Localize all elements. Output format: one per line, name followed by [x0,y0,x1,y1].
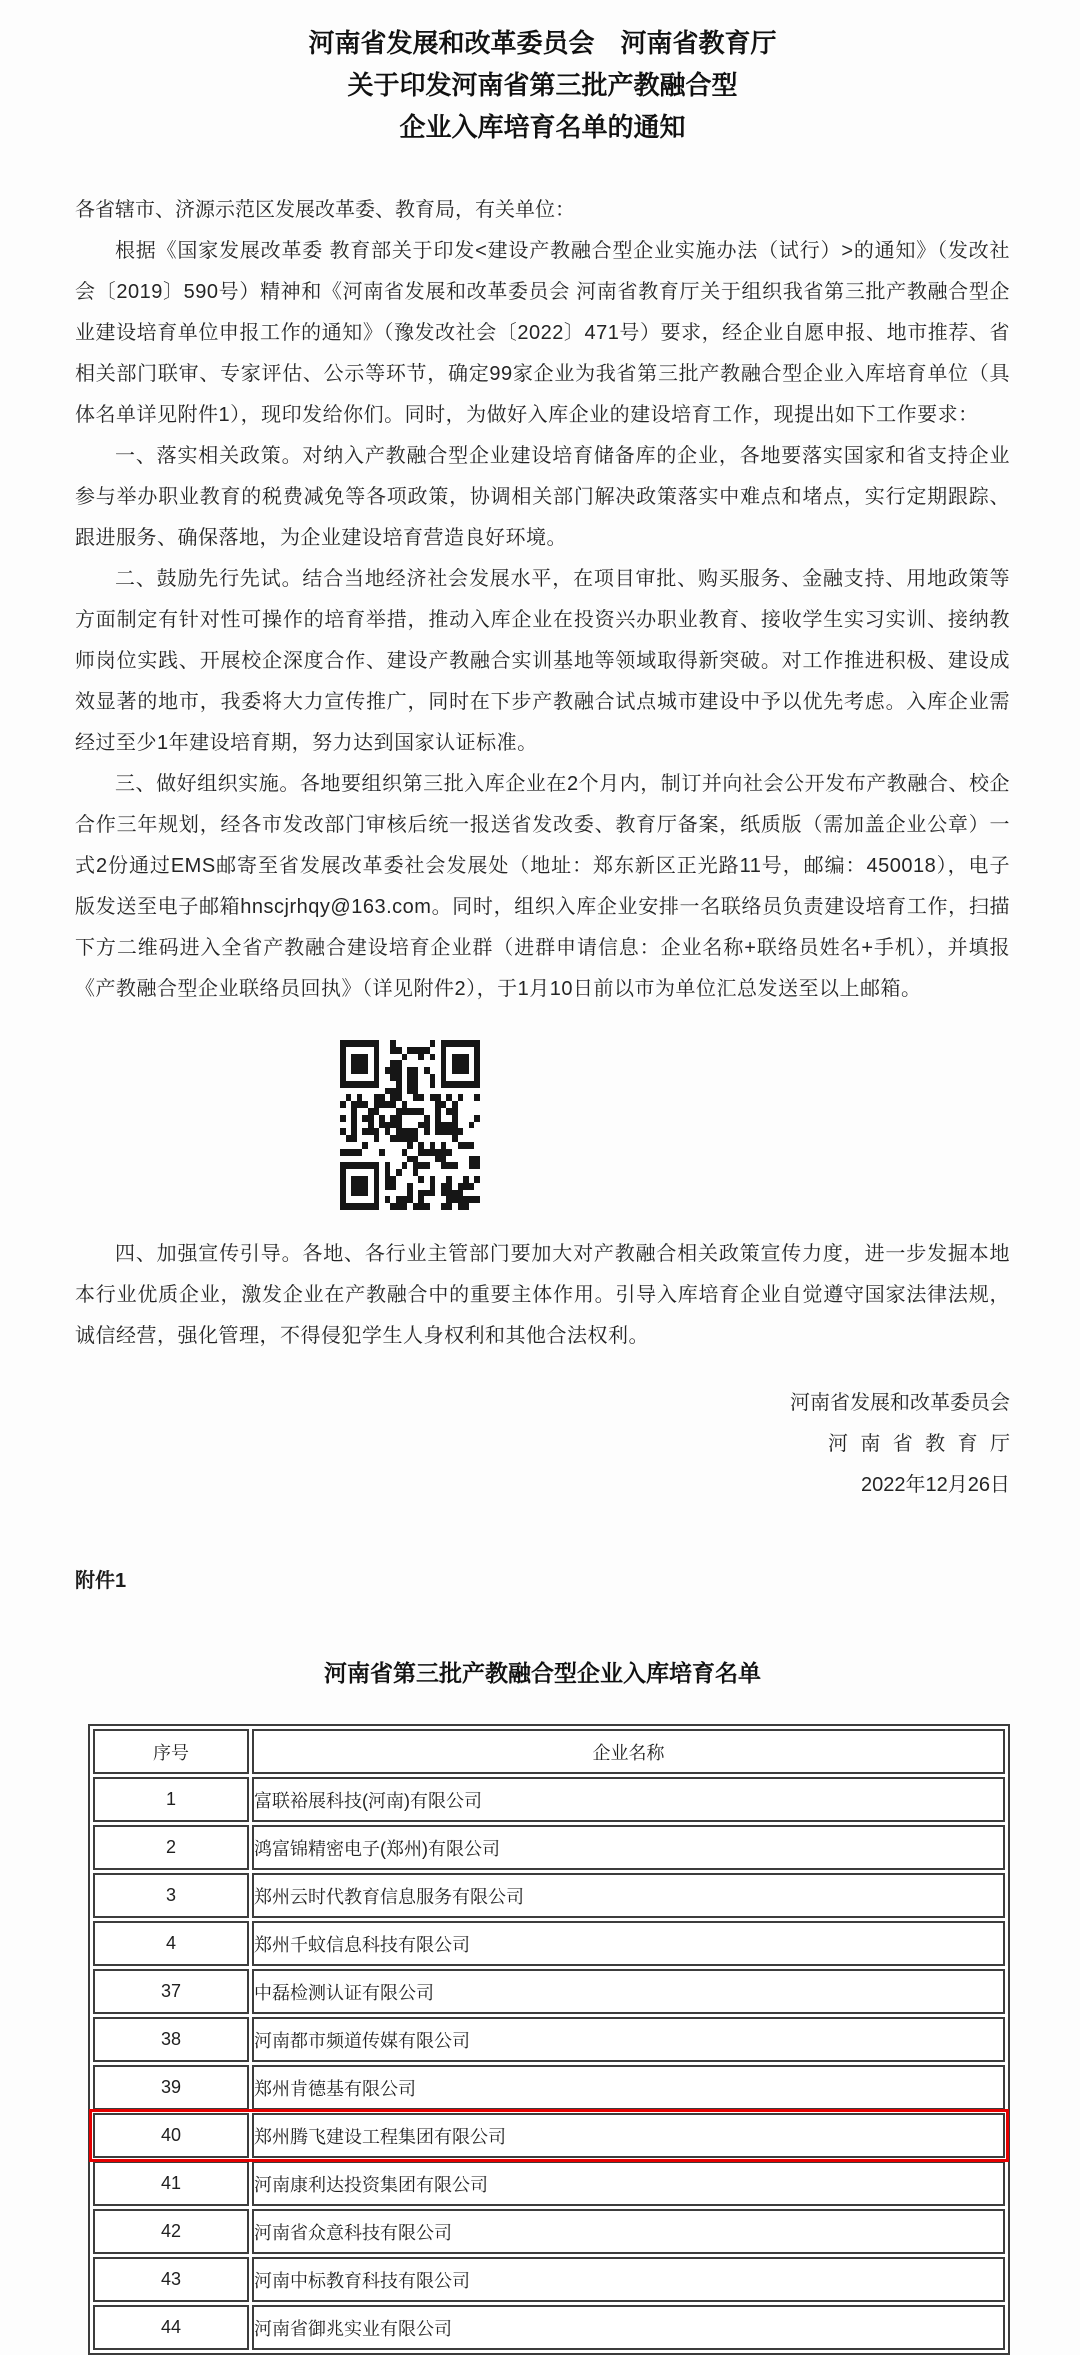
table-row [93,2257,1005,2302]
company-name-cell: 河南省众意科技有限公司 [252,2209,1005,2254]
title-line-2: 关于印发河南省第三批产教融合型 [347,70,738,100]
row-no-cell: 4 [93,1921,249,1966]
company-name-cell: 河南中标教育科技有限公司 [252,2257,1005,2302]
qr-module [474,1162,480,1169]
table-row [93,2161,1005,2206]
company-name-cell: 河南省御兆实业有限公司 [252,2305,1005,2350]
qr-module [474,1060,480,1067]
qr-module [474,1128,480,1135]
table-title: 河南省第三批产教融合型企业入库培育名单 [324,1660,761,1686]
row-no-cell: 3 [93,1873,249,1918]
qr-module [474,1088,480,1095]
qr-module [474,1156,480,1163]
qr-module [474,1081,480,1088]
company-name-cell: 鸿富锦精密电子(郑州)有限公司 [252,1825,1005,1870]
table-row [93,1825,1005,1870]
title-line-3: 企业入库培育名单的通知 [399,112,686,142]
header-name: 企业名称 [252,1729,1005,1774]
row-no-cell: 41 [93,2161,249,2206]
qr-module [474,1054,480,1061]
body-paragraph-4: 四、加强宣传引导。各地、各行业主管部门要加大对产教融合相关政策宣传力度，进一步发掘本地本行业优质企业，激发企业在产教融合中的重要主体作用。引导入库培育企业自觉遵守国家法律法规，诚信经营，强化管理，不得侵犯学生人身权利和其他合法权利。 [75,1243,1010,1347]
qr-module [474,1176,480,1183]
signature-block [75,1383,1023,1506]
row-no-cell: 1 [93,1777,249,1822]
qr-module [474,1149,480,1156]
signature-org-1: 河南省发展和改革委员会 [790,1392,1010,1414]
table-row [93,1921,1005,1966]
company-table [88,1724,1010,2355]
highlighted-row [93,2113,1005,2158]
title-line-1: 河南省发展和改革委员会 河南省教育厅 [308,28,777,58]
table-row [93,2209,1005,2254]
qr-module [474,1067,480,1074]
qr-module [474,1094,480,1101]
row-no-cell: 37 [93,1969,249,2014]
company-name-cell: 郑州千蚊信息科技有限公司 [252,1921,1005,1966]
table-row [93,2017,1005,2062]
header-no: 序号 [93,1729,249,1774]
table-row [93,2305,1005,2350]
qr-module [474,1108,480,1115]
company-table-body [93,1777,1005,2350]
qr-module [474,1135,480,1142]
signature-date: 2022年12月26日 [861,1474,1010,1496]
qr-module [474,1203,480,1210]
table-row [93,1873,1005,1918]
company-name-cell: 富联裕展科技(河南)有限公司 [252,1777,1005,1822]
row-no-cell: 40 [93,2113,249,2158]
salutation: 各省辖市、济源示范区发展改革委、教育局，有关单位： [75,199,575,221]
body-paragraph: 根据《国家发展改革委 教育部关于印发<建设产教融合型企业实施办法（试行）>的通知》（发改社会〔2019〕590号）精神和《河南省发展和改革委员会 河南省教育厅关于组织我省第三批产教融合型企业建设培育单位申报工作的通知》（豫发改社会〔2022〕471号）要求，经企业自愿申报、地市推荐、省相关部门联审、专家评估、公示等环节，确定99家企业为我省第三批产教融合型企业入库培育单位（具体名单详见附件1），现印发给你们。同时，为做好入库企业的建设培育工作，现提出如下工作要求： [75,240,1010,426]
signature-org-2: 河南省教育厅 [827,1433,1023,1455]
body-paragraph: 三、做好组织实施。各地要组织第三批入库企业在2个月内，制订并向社会公开发布产教融合、校企合作三年规划，经各市发改部门审核后统一报送省发改委、教育厅备案，纸质版（需加盖企业公章）一式2份通过EMS邮寄至省发展改革委社会发展处（地址：郑东新区正光路11号，邮编：450018），电子版发送至电子邮箱hnscjrhqy@163.com。同时，组织入库企业安排一名联络员负责建设培育工作，扫描下方二维码进入全省产教融合建设培育企业群（进群申请信息：企业名称+联络员姓名+手机），并填报《产教融合型企业联络员回执》（详见附件2），于1月10日前以市为单位汇总发送至以上邮箱。 [75,773,1010,1000]
body-paragraph: 二、鼓励先行先试。结合当地经济社会发展水平，在项目审批、购买服务、金融支持、用地政策等方面制定有针对性可操作的培育举措，推动入库企业在投资兴办职业教育、接收学生实习实训、接纳教师岗位实践、开展校企深度合作、建设产教融合实训基地等领域取得新突破。对工作推进积极、建设成效显著的地市，我委将大力宣传推广，同时在下步产教融合试点城市建设中予以优先考虑。入库企业需经过至少1年建设培育期，努力达到国家认证标准。 [75,568,1010,754]
row-no-cell: 44 [93,2305,249,2350]
qr-module [474,1142,480,1149]
row-no-cell: 39 [93,2065,249,2110]
qr-module [474,1169,480,1176]
qr-module [474,1047,480,1054]
table-row [93,2065,1005,2110]
qr-module [474,1040,480,1047]
row-no-cell: 38 [93,2017,249,2062]
qr-module [474,1074,480,1081]
attachment-label: 附件1 [75,1570,127,1592]
table-row [93,1777,1005,1822]
qr-module [474,1183,480,1190]
row-no-cell: 2 [93,1825,249,1870]
body-paragraph: 一、落实相关政策。对纳入产教融合型企业建设培育储备库的企业，各地要落实国家和省支持企业参与举办职业教育的税费减免等各项政策，协调相关部门解决政策落实中难点和堵点，实行定期跟踪、跟进服务、确保落地，为企业建设培育营造良好环境。 [75,445,1010,549]
company-name-cell: 中磊检测认证有限公司 [252,1969,1005,2014]
company-name-cell: 郑州腾飞建设工程集团有限公司 [252,2113,1005,2158]
qr-module [474,1196,480,1203]
document-title [75,22,1010,148]
company-name-cell: 郑州肯德基有限公司 [252,2065,1005,2110]
qr-module [474,1122,480,1129]
company-name-cell: 河南康利达投资集团有限公司 [252,2161,1005,2206]
body-paragraphs [75,231,1010,1010]
company-name-cell: 郑州云时代教育信息服务有限公司 [252,1873,1005,1918]
table-header-row [93,1729,1005,1774]
company-name-cell: 河南都市频道传媒有限公司 [252,2017,1005,2062]
qr-module [474,1101,480,1108]
row-no-cell: 42 [93,2209,249,2254]
qr-module [474,1190,480,1197]
table-row [93,1969,1005,2014]
qr-module [474,1115,480,1122]
qr-code [340,1040,480,1210]
row-no-cell: 43 [93,2257,249,2302]
